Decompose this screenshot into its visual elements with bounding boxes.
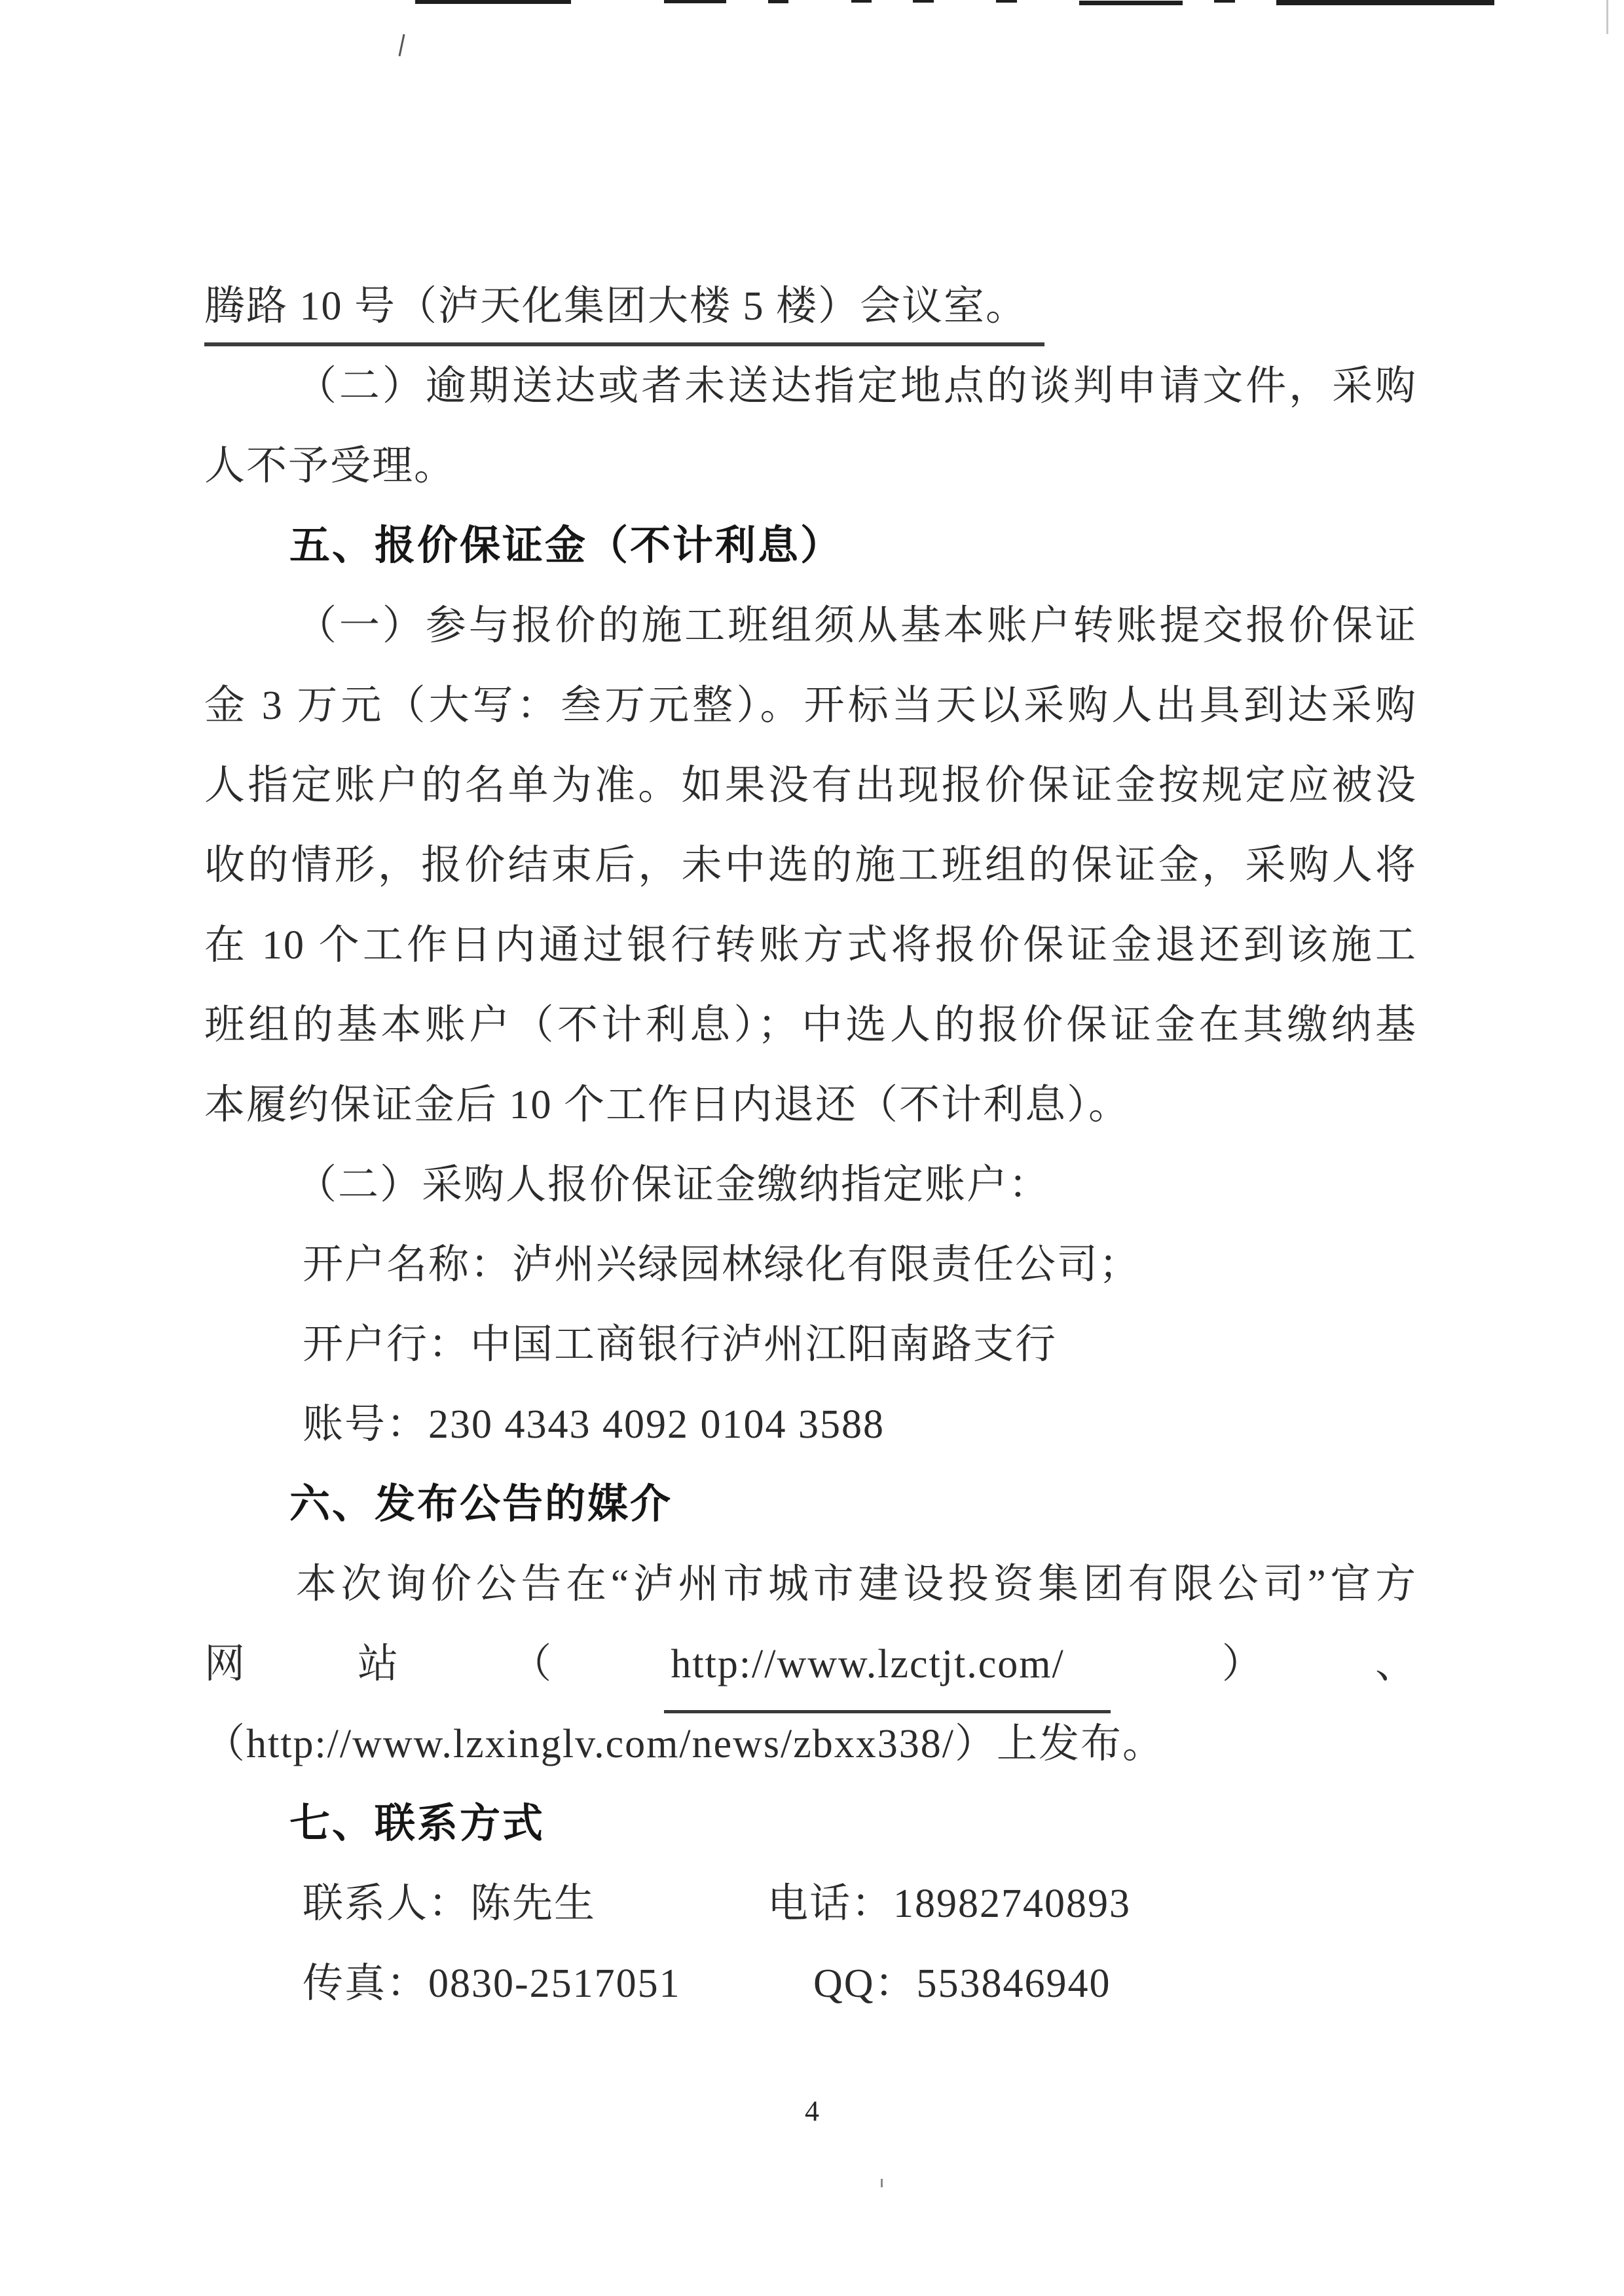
lzctjt-url-text: http://www.lzctjt.com/ — [664, 1624, 1110, 1713]
contact-person-label: 联系人：陈先生 — [303, 1882, 597, 1926]
deposit-paragraph-line-3: 人指定账户的名单为准。如果没有出现报价保证金按规定应被没 — [204, 763, 1417, 808]
contact-row-person-phone — [204, 1864, 1417, 1944]
open-paren: （ — [511, 1642, 553, 1686]
section-heading-5-bid-deposit: 五、报价保证金（不计利息） — [289, 523, 843, 568]
scan-artifact-top-strip — [913, 0, 934, 3]
account-name-line: 开户名称：泸州兴绿园林绿化有限责任公司； — [303, 1243, 1141, 1287]
scan-artifact-right-edge — [1606, 0, 1608, 34]
contact-row-fax-qq — [204, 1944, 1417, 2024]
deposit-paragraph-line-4: 收的情形，报价结束后，未中选的施工班组的保证金，采购人将 — [204, 843, 1417, 888]
scan-artifact-top-strip — [851, 0, 872, 3]
website-char-wang: 网 — [204, 1642, 247, 1686]
website-char-zhan: 站 — [358, 1642, 400, 1686]
venue-continuation-line — [204, 266, 1417, 346]
overdue-clause-line-1: （二）逾期送达或者未送达指定地点的谈判申请文件，采购 — [296, 364, 1417, 409]
scan-artifact-top-strip — [996, 0, 1017, 3]
contact-phone-label: 电话：18982740893 — [767, 1882, 1132, 1926]
section-heading-7-contact: 七、联系方式 — [289, 1801, 545, 1846]
scan-artifact-top-strip — [1276, 0, 1494, 5]
close-paren: ） — [1221, 1642, 1264, 1686]
account-intro-line: （二）采购人报价保证金缴纳指定账户： — [296, 1163, 1051, 1207]
media-paragraph-line-1: 本次询价公告在“泸州市城市建设投资集团有限公司”官方 — [296, 1562, 1417, 1607]
document-body — [204, 266, 1417, 2024]
website-url-line — [204, 1624, 1417, 1704]
contact-fax-label: 传真：0830-2517051 — [303, 1961, 681, 2006]
scan-artifact-top-strip — [768, 0, 788, 3]
account-bank-line: 开户行：中国工商银行泸州江阳南路支行 — [303, 1322, 1058, 1367]
scan-artifact-top-strip — [415, 0, 571, 4]
overdue-clause-line-2: 人不予受理。 — [204, 444, 456, 488]
section-heading-6-media: 六、发布公告的媒介 — [289, 1482, 673, 1527]
deposit-paragraph-line-1: （一）参与报价的施工班组须从基本账户转账提交报价保证 — [296, 604, 1417, 648]
page-number: 4 — [805, 2095, 819, 2127]
underlined-venue-text: 腾路 10 号（泸天化集团大楼 5 楼）会议室。 — [204, 274, 1044, 346]
media-paragraph-line-3: （http://www.lzxinglv.com/news/zbxx338/）上发布。 — [204, 1722, 1164, 1766]
account-number-line: 账号：230 4343 4092 0104 3588 — [303, 1402, 885, 1447]
deposit-paragraph-line-5: 在 10 个工作日内通过银行转账方式将报价保证金退还到该施工 — [204, 923, 1417, 968]
deposit-paragraph-line-2: 金 3 万元（大写：叁万元整）。开标当天以采购人出具到达采购 — [204, 683, 1417, 728]
scan-artifact-top-strip — [1079, 1, 1183, 5]
enumeration-comma: 、 — [1375, 1642, 1417, 1686]
deposit-paragraph-line-7: 本履约保证金后 10 个工作日内退还（不计利息）。 — [204, 1083, 1131, 1127]
scan-artifact-top-strip — [1214, 0, 1235, 3]
scan-artifact-stray-mark — [398, 34, 405, 56]
deposit-paragraph-line-6: 班组的基本账户（不计利息）；中选人的报价保证金在其缴纳基 — [204, 1003, 1417, 1048]
scan-artifact-speck — [881, 2179, 883, 2187]
scan-artifact-top-strip — [664, 0, 726, 3]
contact-qq-label: QQ：553846940 — [813, 1961, 1111, 2006]
